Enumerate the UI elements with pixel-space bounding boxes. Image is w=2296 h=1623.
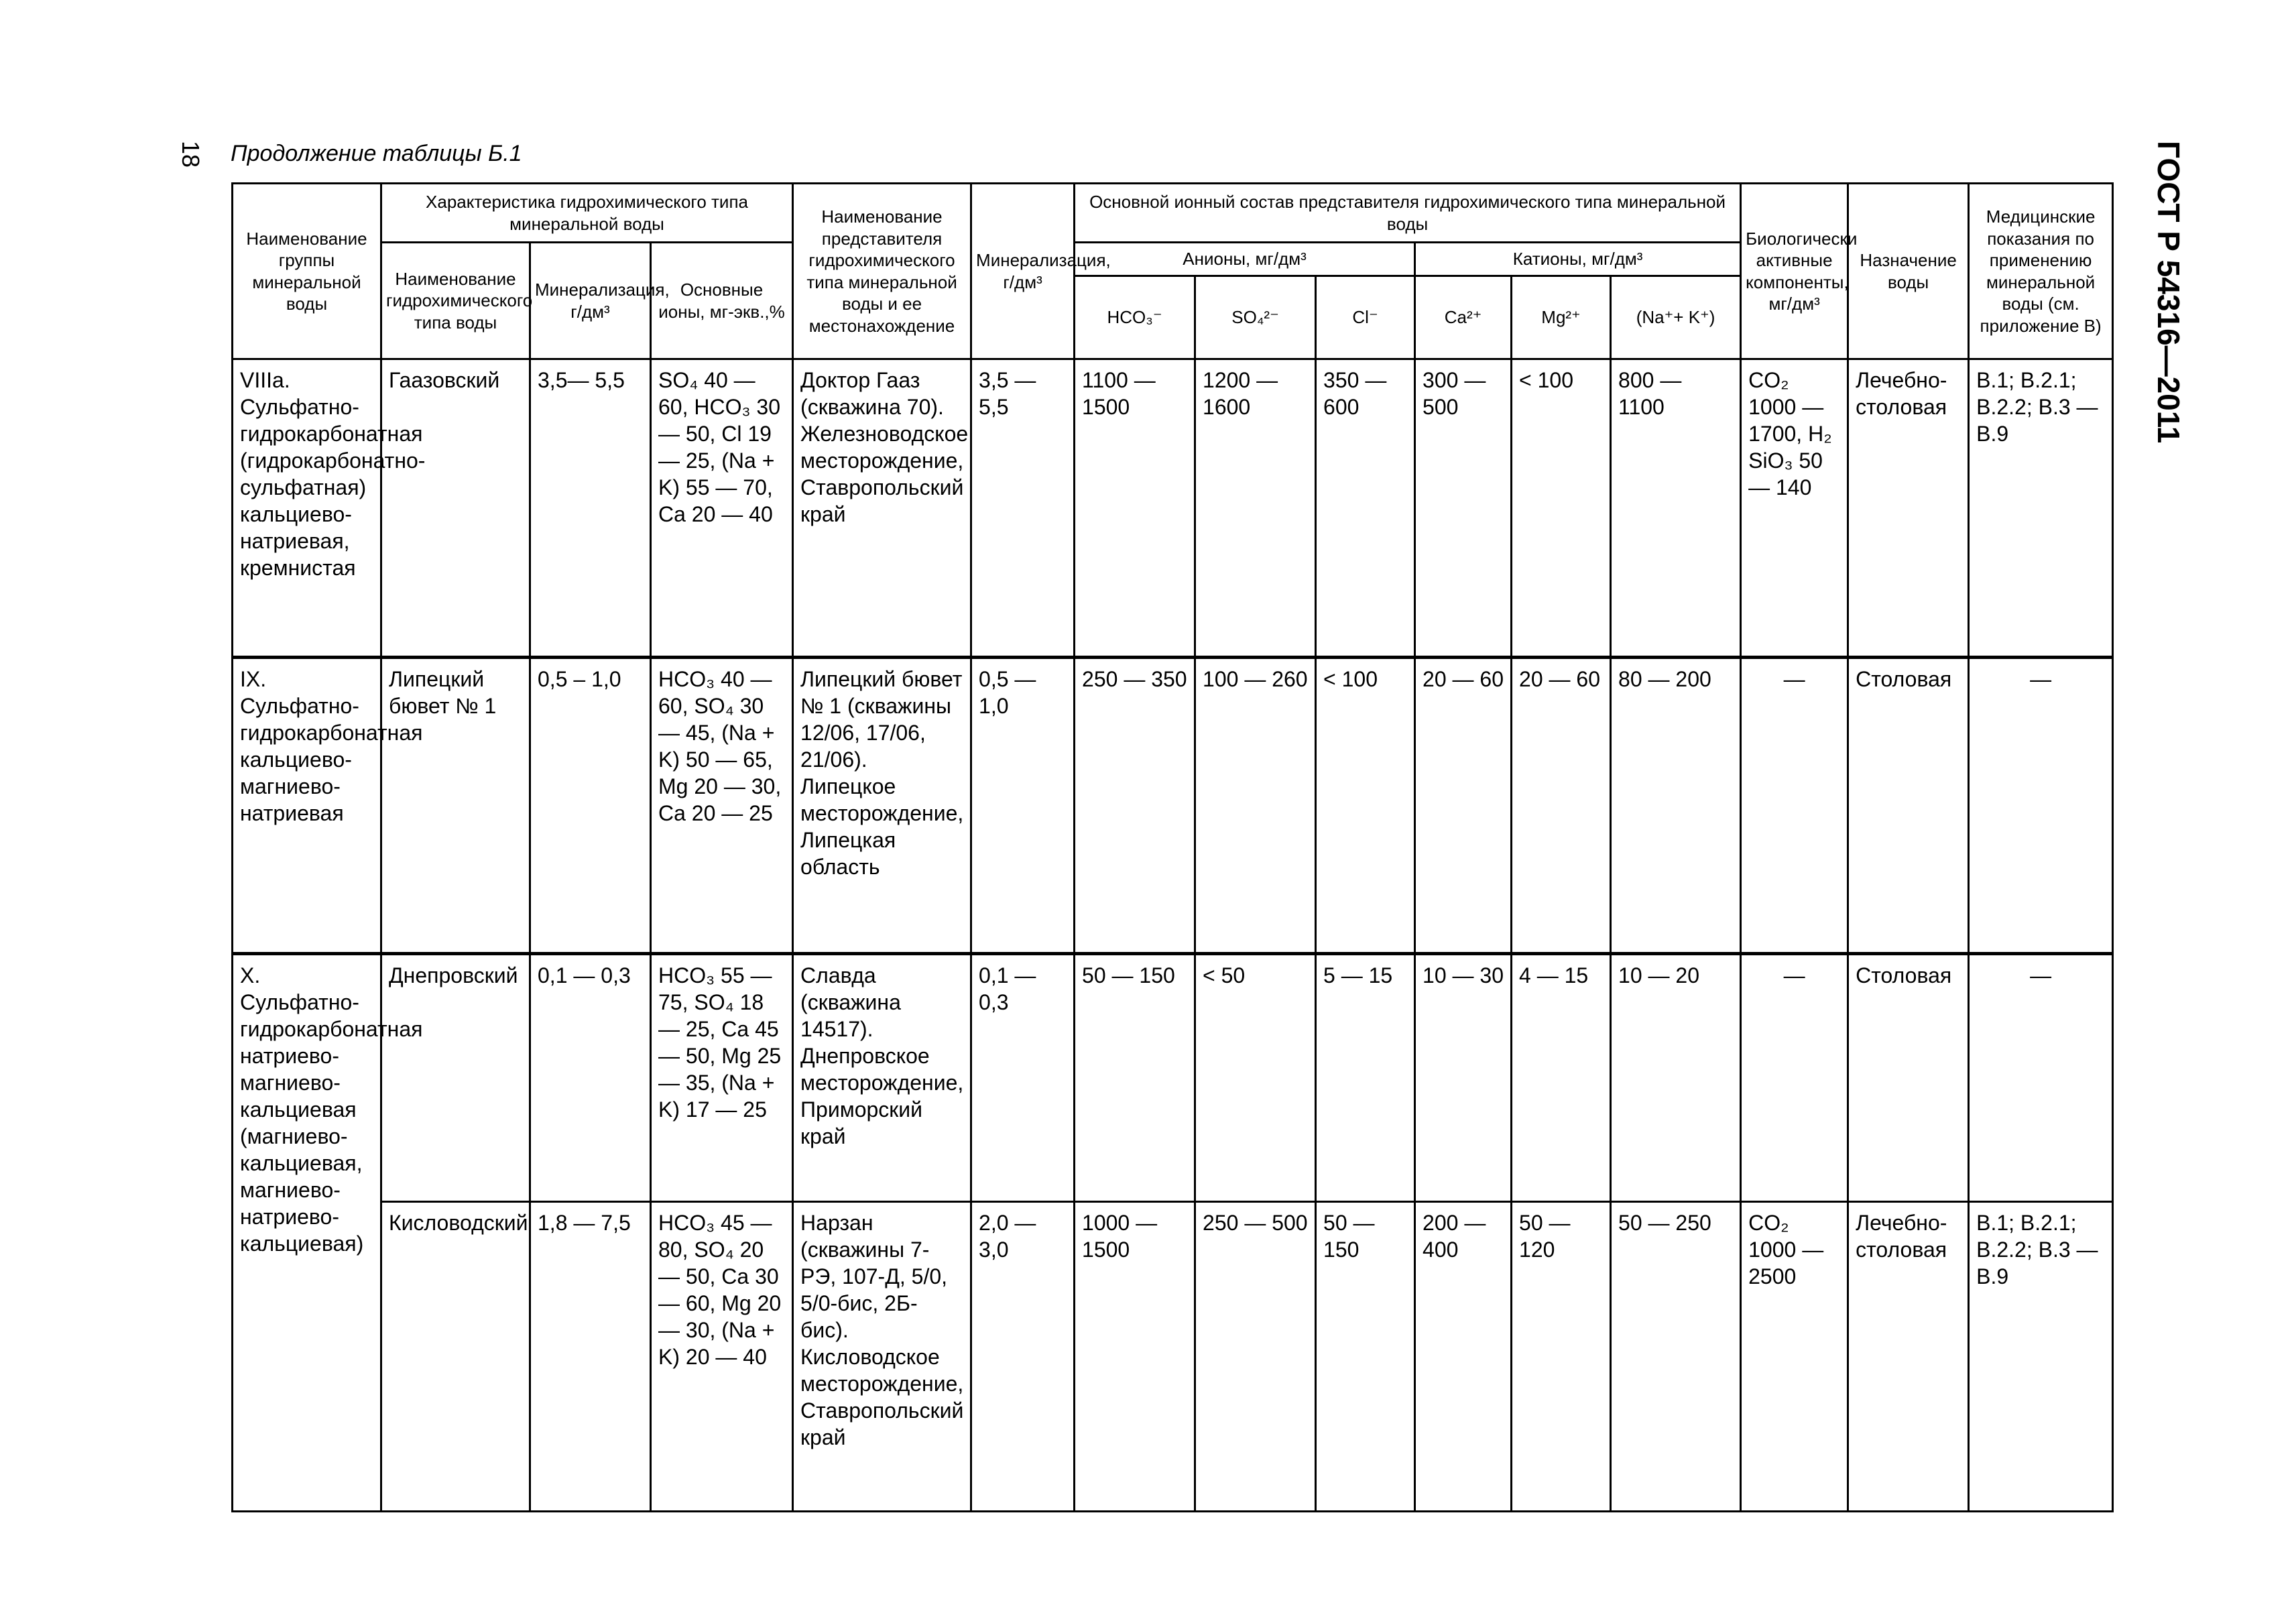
cell-hco3: 250 — 350 bbox=[1075, 658, 1195, 954]
header-mineralization: Минерализация, г/дм³ bbox=[971, 184, 1075, 359]
header-representative: Наименование представителя гидрохимического типа минеральной воды и ее местонахождение bbox=[793, 184, 971, 359]
cell-purpose: Лечебно-столовая bbox=[1848, 1202, 1969, 1512]
cell-type-mineral: 0,5 – 1,0 bbox=[530, 658, 651, 954]
cell-type-name: Днепровский bbox=[381, 954, 530, 1202]
cell-cl: < 100 bbox=[1316, 658, 1415, 954]
cell-representative: Славда (скважина 14517). Днепровское месторождение, Приморский край bbox=[793, 954, 971, 1202]
header-type-name: Наименование гидрохимического типа воды bbox=[381, 243, 530, 359]
cell-representative: Липецкий бювет № 1 (скважины 12/06, 17/06, 21/06). Липецкое месторождение, Липецкая область bbox=[793, 658, 971, 954]
cell-group: X. Сульфатно-гидрокарбонатная натриево-магниево-кальциевая (магниево-кальциевая, магниево-натриево-кальциевая) bbox=[233, 954, 381, 1512]
cell-hco3: 1000 — 1500 bbox=[1075, 1202, 1195, 1512]
cell-purpose: Лечебно-столовая bbox=[1848, 359, 1969, 658]
cell-hco3: 50 — 150 bbox=[1075, 954, 1195, 1202]
cell-mg: 50 — 120 bbox=[1512, 1202, 1611, 1512]
cell-bio: — bbox=[1741, 954, 1848, 1202]
cell-cl: 350 — 600 bbox=[1316, 359, 1415, 658]
page-number: 18 bbox=[177, 141, 204, 168]
header-medical: Медицинские показания по применению минеральной воды (см. приложение В) bbox=[1969, 184, 2113, 359]
cell-hco3: 1100 — 1500 bbox=[1075, 359, 1195, 658]
cell-medical: В.1; В.2.1; В.2.2; В.3 — В.9 bbox=[1969, 1202, 2113, 1512]
header-mg: Mg²⁺ bbox=[1512, 276, 1611, 359]
cell-mg: < 100 bbox=[1512, 359, 1611, 658]
header-hco3: HCO₃⁻ bbox=[1075, 276, 1195, 359]
cell-type-name: Гаазовский bbox=[381, 359, 530, 658]
header-cations: Катионы, мг/дм³ bbox=[1415, 243, 1741, 276]
header-ion-composition: Основной ионный состав представителя гидрохимического типа минеральной воды bbox=[1075, 184, 1741, 243]
header-purpose: Назначение воды bbox=[1848, 184, 1969, 359]
cell-so4: 250 — 500 bbox=[1195, 1202, 1316, 1512]
cell-representative: Доктор Гааз (скважина 70). Железноводское месторождение, Ставропольский край bbox=[793, 359, 971, 658]
cell-main-ions: SO₄ 40 — 60, HCO₃ 30 — 50, Cl 19 — 25, (Na + K) 55 — 70, Ca 20 — 40 bbox=[651, 359, 793, 658]
cell-so4: 100 — 260 bbox=[1195, 658, 1316, 954]
cell-cl: 50 — 150 bbox=[1316, 1202, 1415, 1512]
cell-purpose: Столовая bbox=[1848, 954, 1969, 1202]
cell-nak: 80 — 200 bbox=[1611, 658, 1741, 954]
cell-cl: 5 — 15 bbox=[1316, 954, 1415, 1202]
cell-bio: — bbox=[1741, 658, 1848, 954]
cell-nak: 10 — 20 bbox=[1611, 954, 1741, 1202]
table-row bbox=[233, 954, 2113, 1202]
cell-purpose: Столовая bbox=[1848, 658, 1969, 954]
cell-type-mineral: 0,1 — 0,3 bbox=[530, 954, 651, 1202]
header-anions: Анионы, мг/дм³ bbox=[1075, 243, 1415, 276]
cell-type-name: Кисловодский bbox=[381, 1202, 530, 1512]
cell-bio: CO₂ 1000 — 2500 bbox=[1741, 1202, 1848, 1512]
cell-main-ions: HCO₃ 40 — 60, SO₄ 30 — 45, (Na + K) 50 — 65, Mg 20 — 30, Ca 20 — 25 bbox=[651, 658, 793, 954]
header-so4: SO₄²⁻ bbox=[1195, 276, 1316, 359]
cell-group: VIIIa. Сульфатно-гидрокарбонатная (гидрокарбонатно-сульфатная) кальциево-натриевая, кремнистая bbox=[233, 359, 381, 658]
cell-type-mineral: 1,8 — 7,5 bbox=[530, 1202, 651, 1512]
header-type-mineral: Минерализация, г/дм³ bbox=[530, 243, 651, 359]
cell-medical: — bbox=[1969, 658, 2113, 954]
cell-mg: 4 — 15 bbox=[1512, 954, 1611, 1202]
mineral-water-table bbox=[231, 182, 2114, 1512]
cell-mineralization: 2,0 — 3,0 bbox=[971, 1202, 1075, 1512]
cell-ca: 10 — 30 bbox=[1415, 954, 1512, 1202]
table-row bbox=[233, 1202, 2113, 1512]
header-main-ions: Основные ионы, мг-экв.,% bbox=[651, 243, 793, 359]
cell-so4: < 50 bbox=[1195, 954, 1316, 1202]
cell-bio: CO₂ 1000 — 1700, H₂ SiO₃ 50 — 140 bbox=[1741, 359, 1848, 658]
header-ca: Ca²⁺ bbox=[1415, 276, 1512, 359]
table-row bbox=[233, 359, 2113, 658]
cell-mineralization: 0,5 — 1,0 bbox=[971, 658, 1075, 954]
cell-type-mineral: 3,5— 5,5 bbox=[530, 359, 651, 658]
header-group: Наименование группы минеральной воды bbox=[233, 184, 381, 359]
cell-mineralization: 0,1 — 0,3 bbox=[971, 954, 1075, 1202]
cell-ca: 20 — 60 bbox=[1415, 658, 1512, 954]
cell-medical: — bbox=[1969, 954, 2113, 1202]
cell-mineralization: 3,5 — 5,5 bbox=[971, 359, 1075, 658]
cell-representative: Нарзан (скважины 7-РЭ, 107-Д, 5/0, 5/0-бис, 2Б-бис). Кисловодское месторождение, Ставропольский край bbox=[793, 1202, 971, 1512]
cell-mg: 20 — 60 bbox=[1512, 658, 1611, 954]
header-cl: Cl⁻ bbox=[1316, 276, 1415, 359]
header-nak: (Na⁺+ K⁺) bbox=[1611, 276, 1741, 359]
cell-nak: 50 — 250 bbox=[1611, 1202, 1741, 1512]
table-row bbox=[233, 658, 2113, 954]
cell-ca: 200 — 400 bbox=[1415, 1202, 1512, 1512]
cell-main-ions: HCO₃ 45 — 80, SO₄ 20 — 50, Ca 30 — 60, Mg 20 — 30, (Na + K) 20 — 40 bbox=[651, 1202, 793, 1512]
cell-main-ions: HCO₃ 55 — 75, SO₄ 18 — 25, Ca 45 — 50, Mg 25 — 35, (Na + K) 17 — 25 bbox=[651, 954, 793, 1202]
header-bio: Биологически активные компоненты, мг/дм³ bbox=[1741, 184, 1848, 359]
table-caption: Продолжение таблицы Б.1 bbox=[231, 141, 522, 166]
cell-so4: 1200 — 1600 bbox=[1195, 359, 1316, 658]
cell-type-name: Липецкий бювет № 1 bbox=[381, 658, 530, 954]
cell-ca: 300 — 500 bbox=[1415, 359, 1512, 658]
header-char-type: Характеристика гидрохимического типа минеральной воды bbox=[381, 184, 793, 243]
document-code: ГОСТ Р 54316—2011 bbox=[2151, 141, 2186, 444]
cell-nak: 800 — 1100 bbox=[1611, 359, 1741, 658]
cell-medical: В.1; В.2.1; В.2.2; В.3 — В.9 bbox=[1969, 359, 2113, 658]
cell-group: IX. Сульфатно-гидрокарбонатная кальциево-магниево-натриевая bbox=[233, 658, 381, 954]
